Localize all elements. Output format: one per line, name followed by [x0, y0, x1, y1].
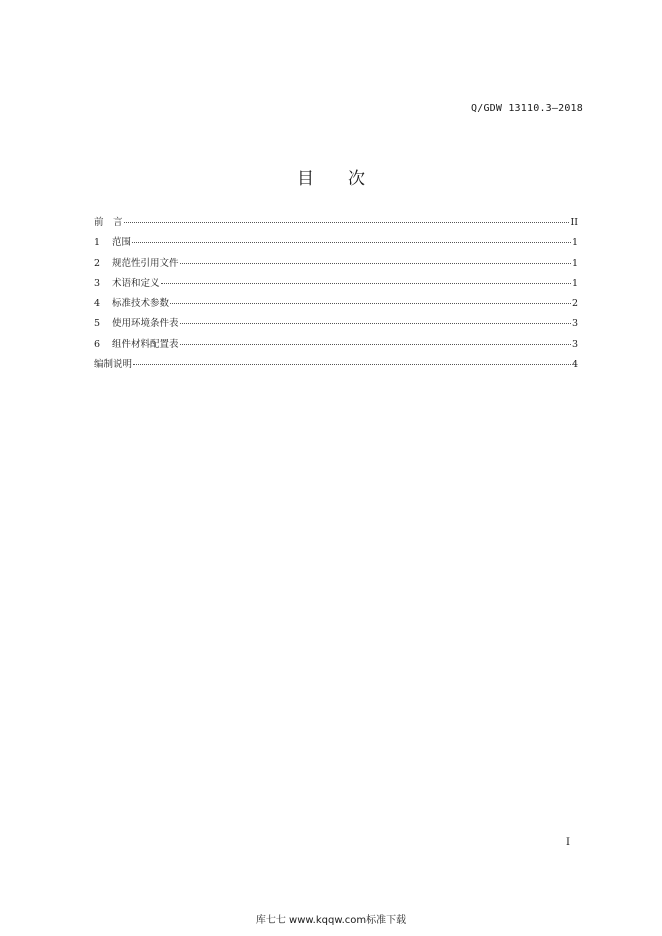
dot-leader — [161, 283, 571, 284]
title-char-2: 次 — [348, 169, 365, 189]
toc-entry-number: 4 — [94, 298, 101, 310]
toc-entry-label: 组件材料配置表 — [112, 338, 179, 350]
toc-entry-page: 3 — [571, 318, 578, 330]
toc-entry-foreword[interactable] — [94, 214, 578, 234]
toc-entry-label: 前 言 — [94, 217, 123, 228]
toc-entry-number: 2 — [94, 257, 101, 269]
dot-leader — [180, 323, 571, 324]
dot-leader — [180, 344, 571, 345]
toc-entry-normative-references[interactable] — [94, 255, 578, 275]
dot-leader — [180, 263, 571, 264]
toc-entry-page: 1 — [571, 257, 578, 269]
toc-entry-label: 术语和定义 — [112, 277, 160, 289]
toc-entry-environment-conditions[interactable] — [94, 315, 578, 335]
dot-leader — [124, 222, 570, 223]
title-char-1: 目 — [297, 169, 314, 189]
toc-entry-page: 2 — [571, 298, 578, 310]
dot-leader — [170, 303, 571, 304]
toc-entry-page: 1 — [571, 237, 578, 249]
toc-entry-number: 6 — [94, 338, 101, 350]
toc-entry-compilation-notes[interactable] — [94, 356, 578, 376]
standard-code: Q/GDW 13110.3—2018 — [471, 103, 583, 114]
toc-entry-scope[interactable] — [94, 234, 578, 254]
toc-entry-number: 3 — [94, 277, 101, 289]
toc-entry-page: 3 — [571, 338, 578, 350]
page-number: I — [566, 837, 570, 848]
toc-entry-terms-definitions[interactable] — [94, 275, 578, 295]
toc-entry-label: 使用环境条件表 — [112, 318, 179, 330]
toc-entry-page: 1 — [571, 277, 578, 289]
toc-entry-page: 4 — [571, 359, 578, 371]
toc-entry-label: 范围 — [112, 237, 132, 249]
toc-entry-label: 编制说明 — [94, 359, 133, 371]
toc-entry-material-config[interactable] — [94, 336, 578, 356]
toc-entry-technical-parameters[interactable] — [94, 295, 578, 315]
toc-entry-label: 标准技术参数 — [112, 298, 170, 310]
dot-leader — [132, 242, 571, 243]
toc-entry-page: II — [570, 217, 578, 228]
page-title — [0, 164, 662, 189]
toc-entry-label: 规范性引用文件 — [112, 257, 179, 269]
footer-watermark: 库七七 www.kqqw.com标准下载 — [255, 915, 407, 926]
table-of-contents — [94, 214, 578, 376]
dot-leader — [133, 364, 571, 365]
toc-entry-number: 5 — [94, 318, 101, 330]
toc-entry-number: 1 — [94, 237, 101, 249]
